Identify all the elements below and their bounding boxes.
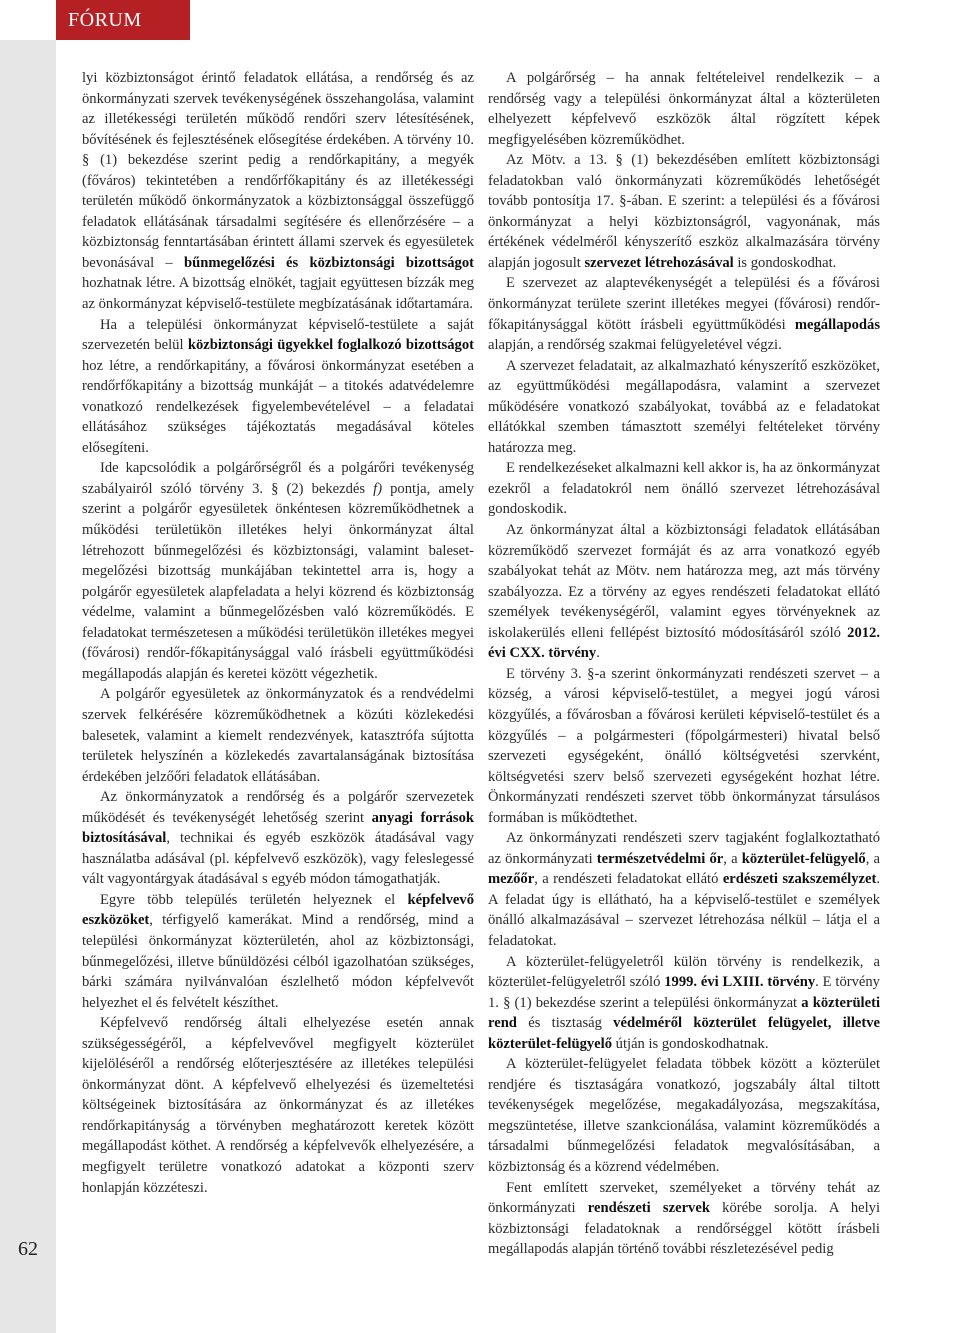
bold-text: rendészeti szervek xyxy=(587,1200,710,1217)
bold-text: közbiztonsági ügyekkel foglalkozó bizottságot xyxy=(187,337,474,354)
paragraph xyxy=(488,68,880,150)
text-run: lyi közbiztonságot érintő feladatok ellátása, a rendőrség és az önkormányzati szervek tevékenységének összehangolása, valamint az illetékességi területén működő rendőri szerv létesítésének, bővítésének és fejlesztésének elősegítése érdekében. A törvény 10. § (1) bekezdése szerint pedig a rendőrkapitány, a megyék (főváros) tekintetében a rendőrfőkapitány és az illetékességi területén működő önkormányzatok a közbiztonsággal összefüggő feladatok ellátásának társadalmi segítésére és ellenőrzésére – a közbiztonság fenntartásában érintett állami szervek és egyesületek bevonásával – xyxy=(82,70,474,271)
text-run: E rendelkezéseket alkalmazni kell akkor is, ha az önkormányzat ezekről a feladatokról nem önálló szervezet létrehozásával gondoskodik. xyxy=(488,460,881,518)
text-run: , technikai és egyéb eszközök átadásával vagy használatba adásával (pl. képfelvevő eszközök), vagy feleslegessé vált vagyontárgyak átadásával s egyéb módon támogathatják. xyxy=(82,830,474,888)
text-run: E szervezet az alaptevékenységét a települési és a fővárosi önkormányzat területe szerint illetékes megyei (fővárosi) rendőr-főkapitánysággal kötött írásbeli együttműködési xyxy=(488,275,880,333)
text-run: Az önkormányzat által a közbiztonsági feladatok ellátásában közreműködő szervezet formáját és az arra vonatkozó egyéb szabályokat tehát az Mötv. nem határozza meg, azt más törvény szabályozza. Ez a törvény az egyes rendészeti feladatokat ellátó személyek tevékenységéről, valamint egyes törvényeknek az iskolakerülés elleni fellépést biztosító módosításáról szóló xyxy=(488,522,880,641)
paragraph xyxy=(82,890,474,1013)
paragraph xyxy=(488,1054,880,1177)
bold-text: szervezet létrehozásával xyxy=(584,254,734,271)
text-run: alapján, a rendőrség szakmai felügyeletével végzi. xyxy=(488,337,782,354)
text-run: Az Mötv. a 13. § (1) bekezdésében említett közbiztonsági feladatokban való önkormányzati közreműködés lehetőségét tovább pontosítja 17. §-ában. E szerint: a települési és a fővárosi önkormányzat a helyi közbiztonságról, vagyonának, más értékének védelméről kényszerítő eszköz alkalmazására törvény alapján jogosult xyxy=(488,152,880,271)
bold-text: bűnmegelőzési és közbiztonsági bizottságot xyxy=(183,254,474,271)
bold-text: természetvédelmi őr xyxy=(596,850,724,867)
bold-text: 1999. évi LXIII. törvény xyxy=(664,974,816,991)
text-run: hoz létre, a rendőrkapitány, a fővárosi önkormányzat esetében a rendőrfőkapitány a bizottság munkáját – a titokés adatvédelemre vonatkozó rendelkezések figyelembevételével – a feladatai ellátásához szükséges tájékoztatás megadásával köteles elősegíteni. xyxy=(82,357,474,456)
paragraph xyxy=(82,68,474,315)
paragraph xyxy=(488,1178,880,1260)
text-run: E törvény 3. §-a szerint önkormányzati rendészeti szervet – a község, a városi képviselő-testület, a megyei jogú városi közgyűlés, a fővárosban a fővárosi kerületi képviselő-testület és a közgyűlés – a polgármesteri (főpolgármesteri) hivatal belső szervezeti egységeként, önálló költségvetési szervként, költségvetési szerv belső szervezeti egységeként hozhat létre. Önkormányzati rendészeti szervet több önkormányzat társulásos formában is működtethet. xyxy=(488,665,880,826)
paragraph xyxy=(82,787,474,890)
text-run: útján is gondoskodhatnak. xyxy=(612,1035,769,1052)
paragraph xyxy=(488,952,880,1055)
right-column xyxy=(488,68,880,1260)
text-run: A közterület-felügyeletről külön törvény is rendelkezik, a közterület-felügyeletről szóló xyxy=(488,953,880,991)
section-title: FÓRUM xyxy=(68,8,142,31)
text-run: Az önkormányzatok a rendőrség és a polgárőr szervezetek működését és tevékenységét lehetőség szerint xyxy=(82,789,474,826)
text-run: , a rendészeti feladatokat ellátó xyxy=(534,871,723,888)
paragraph xyxy=(488,458,880,520)
text-run: . xyxy=(596,645,600,662)
paragraph xyxy=(82,1013,474,1198)
text-run: pontja, amely szerint a polgárőr egyesületek önkéntesen közreműködhetnek a működési területükön illetékes helyi önkormányzat által létrehozott bűnmegelőzési és közbiztonsági, valamint baleset-megelőzési bizottság munkájában tekintettel arra is, hogy a polgárőr egyesületek alapfeladata a helyi közrend és közbiztonság védelme, valamint a bűnmegelőzésben való közreműködés. E feladatokat természetesen a működési területükön illetékes megyei (fővárosi) rendőr-főkapitánysággal való írásbeli együttműködési megállapodás alapján és keretei között végezhetik. xyxy=(82,480,474,682)
text-run: Ide kapcsolódik a polgárőrségről és a polgárőri tevékenység szabályairól szóló törvény 3. § (2) bekezdés xyxy=(82,460,474,497)
bold-text: megállapodás xyxy=(794,316,880,333)
text-run: és tisztaság xyxy=(516,1015,614,1032)
italic-text: f) xyxy=(373,480,383,497)
text-run: A közterület-felügyelet feladata többek között a közterület rendjére és tisztaságára vonatkozó, jogszabály által tiltott tevékenységek megelőzése, megakadályozása, megszakítása, megszüntetése, illetve szankcionálása, valamint közreműködés a társadalmi bűnmegelőzési feladatok megvalósításában, a közbiztonság és a közrend védelmében. xyxy=(488,1056,880,1175)
text-run: Képfelvevő rendőrség általi elhelyezése esetén annak szükségességéről, a képfelvevővel megfigyelt közterület kijelöléséről a rendőrség előterjesztésére az illetékes települési önkormányzat dönt. A képfelvevő elhelyezési és üzemeltetési költségeinek biztosítására az önkormányzat és az illetékes rendőrkapitányság a törvényben meghatározott keretek között megállapodást köthet. A rendőrség a képfelvevők elhelyezésére, a megfigyelt területre vonatkozó adatokat a központi szerv honlapján közzéteszi. xyxy=(82,1015,474,1196)
bold-text: védelméről közterület felügyelet, illetve közterület-felügyelő xyxy=(488,1015,880,1052)
paragraph xyxy=(488,356,880,459)
text-run: . A feladat úgy is ellátható, ha a képviselő-testület e személyek önálló alkalmazásával – szervezet létrehozása nélkül – látja el a feladatokat. xyxy=(488,871,881,949)
text-run: , a xyxy=(865,850,880,867)
bold-text: anyagi források biztosításával xyxy=(82,809,474,847)
text-run: A polgárőr egyesületek az önkormányzatok és a rendvédelmi szervek felkérésére közreműködhetnek a közúti közlekedési balesetek, valamint a kiemelt rendezvények, katasztrófa sújtotta területek helyszínén a közlekedés zavartalanságának biztosítása érdekében jelzőőri feladatok ellátásában. xyxy=(82,686,474,785)
section-tab xyxy=(56,0,190,40)
text-run: . E törvény 1. § (1) bekezdése szerint a települési önkormányzat xyxy=(488,974,880,1011)
page-number: 62 xyxy=(18,1238,38,1260)
bold-text: képfelvevő eszközöket xyxy=(82,891,474,929)
text-run: körébe sorolja. A helyi közbiztonsági feladatoknak a rendőrséggel kötött írásbeli megállapodás alapján történő további részletezésével pedig xyxy=(488,1200,880,1258)
paragraph xyxy=(488,273,880,355)
bold-text: 2012. évi CXX. törvény xyxy=(488,624,880,662)
bold-text: erdészeti szakszemélyzet xyxy=(722,871,877,888)
text-run: Fent említett szerveket, személyeket a törvény tehát az önkormányzati xyxy=(488,1179,880,1217)
bold-text: közterület-felügyelő xyxy=(741,850,866,867)
text-run: is gondoskodhat. xyxy=(733,254,837,271)
bold-text: mezőőr xyxy=(488,871,535,888)
text-run: hozhatnak létre. A bizottság elnökét, tagjait együttesen bízzák meg az önkormányzat képviselő-testülete megbízatásának időtartamára. xyxy=(82,275,474,313)
text-run: A szervezet feladatait, az alkalmazható kényszerítő eszközöket, az együttműködési megállapodásra, valamint a szervezet működésére vonatkozó szabályokat, továbbá az e feladatokat ellátókkal szemben támasztott személyi feltételeket törvény határozza meg. xyxy=(488,357,880,456)
bold-text: a közterületi rend xyxy=(488,994,881,1032)
sidebar-strip xyxy=(0,40,56,1333)
paragraph xyxy=(82,684,474,787)
text-run: , a xyxy=(723,850,742,867)
paragraph xyxy=(488,828,880,951)
paragraph xyxy=(488,664,880,828)
text-run: , térfigyelő kamerákat. Mind a rendőrség, mind a települési önkormányzat közterületén, ahol az közbiztonsági, bűnmegelőzési, illetve bűnüldözési célból igazolhatóan szükséges, bárki számára nyilvánvalóan észlelhető módon képfelvevőt helyezhet el és felvételt készíthet. xyxy=(82,912,474,1011)
text-run: Egyre több település területén helyeznek el xyxy=(100,891,408,908)
paragraph xyxy=(488,150,880,273)
paragraph xyxy=(82,458,474,684)
text-run: A polgárőrség – ha annak feltételeivel rendelkezik – a rendőrség vagy a települési önkormányzat által a közterületen elhelyezett képfelvevő eszközök által rögzített képek megfigyelésében közreműködhet. xyxy=(488,70,880,148)
paragraph xyxy=(82,315,474,459)
left-column xyxy=(82,68,474,1198)
text-run: Az önkormányzati rendészeti szerv tagjaként foglalkoztatható az önkormányzati xyxy=(488,830,880,867)
paragraph xyxy=(488,520,880,664)
text-run: Ha a települési önkormányzat képviselő-testülete a saját szervezetén belül xyxy=(82,316,474,354)
